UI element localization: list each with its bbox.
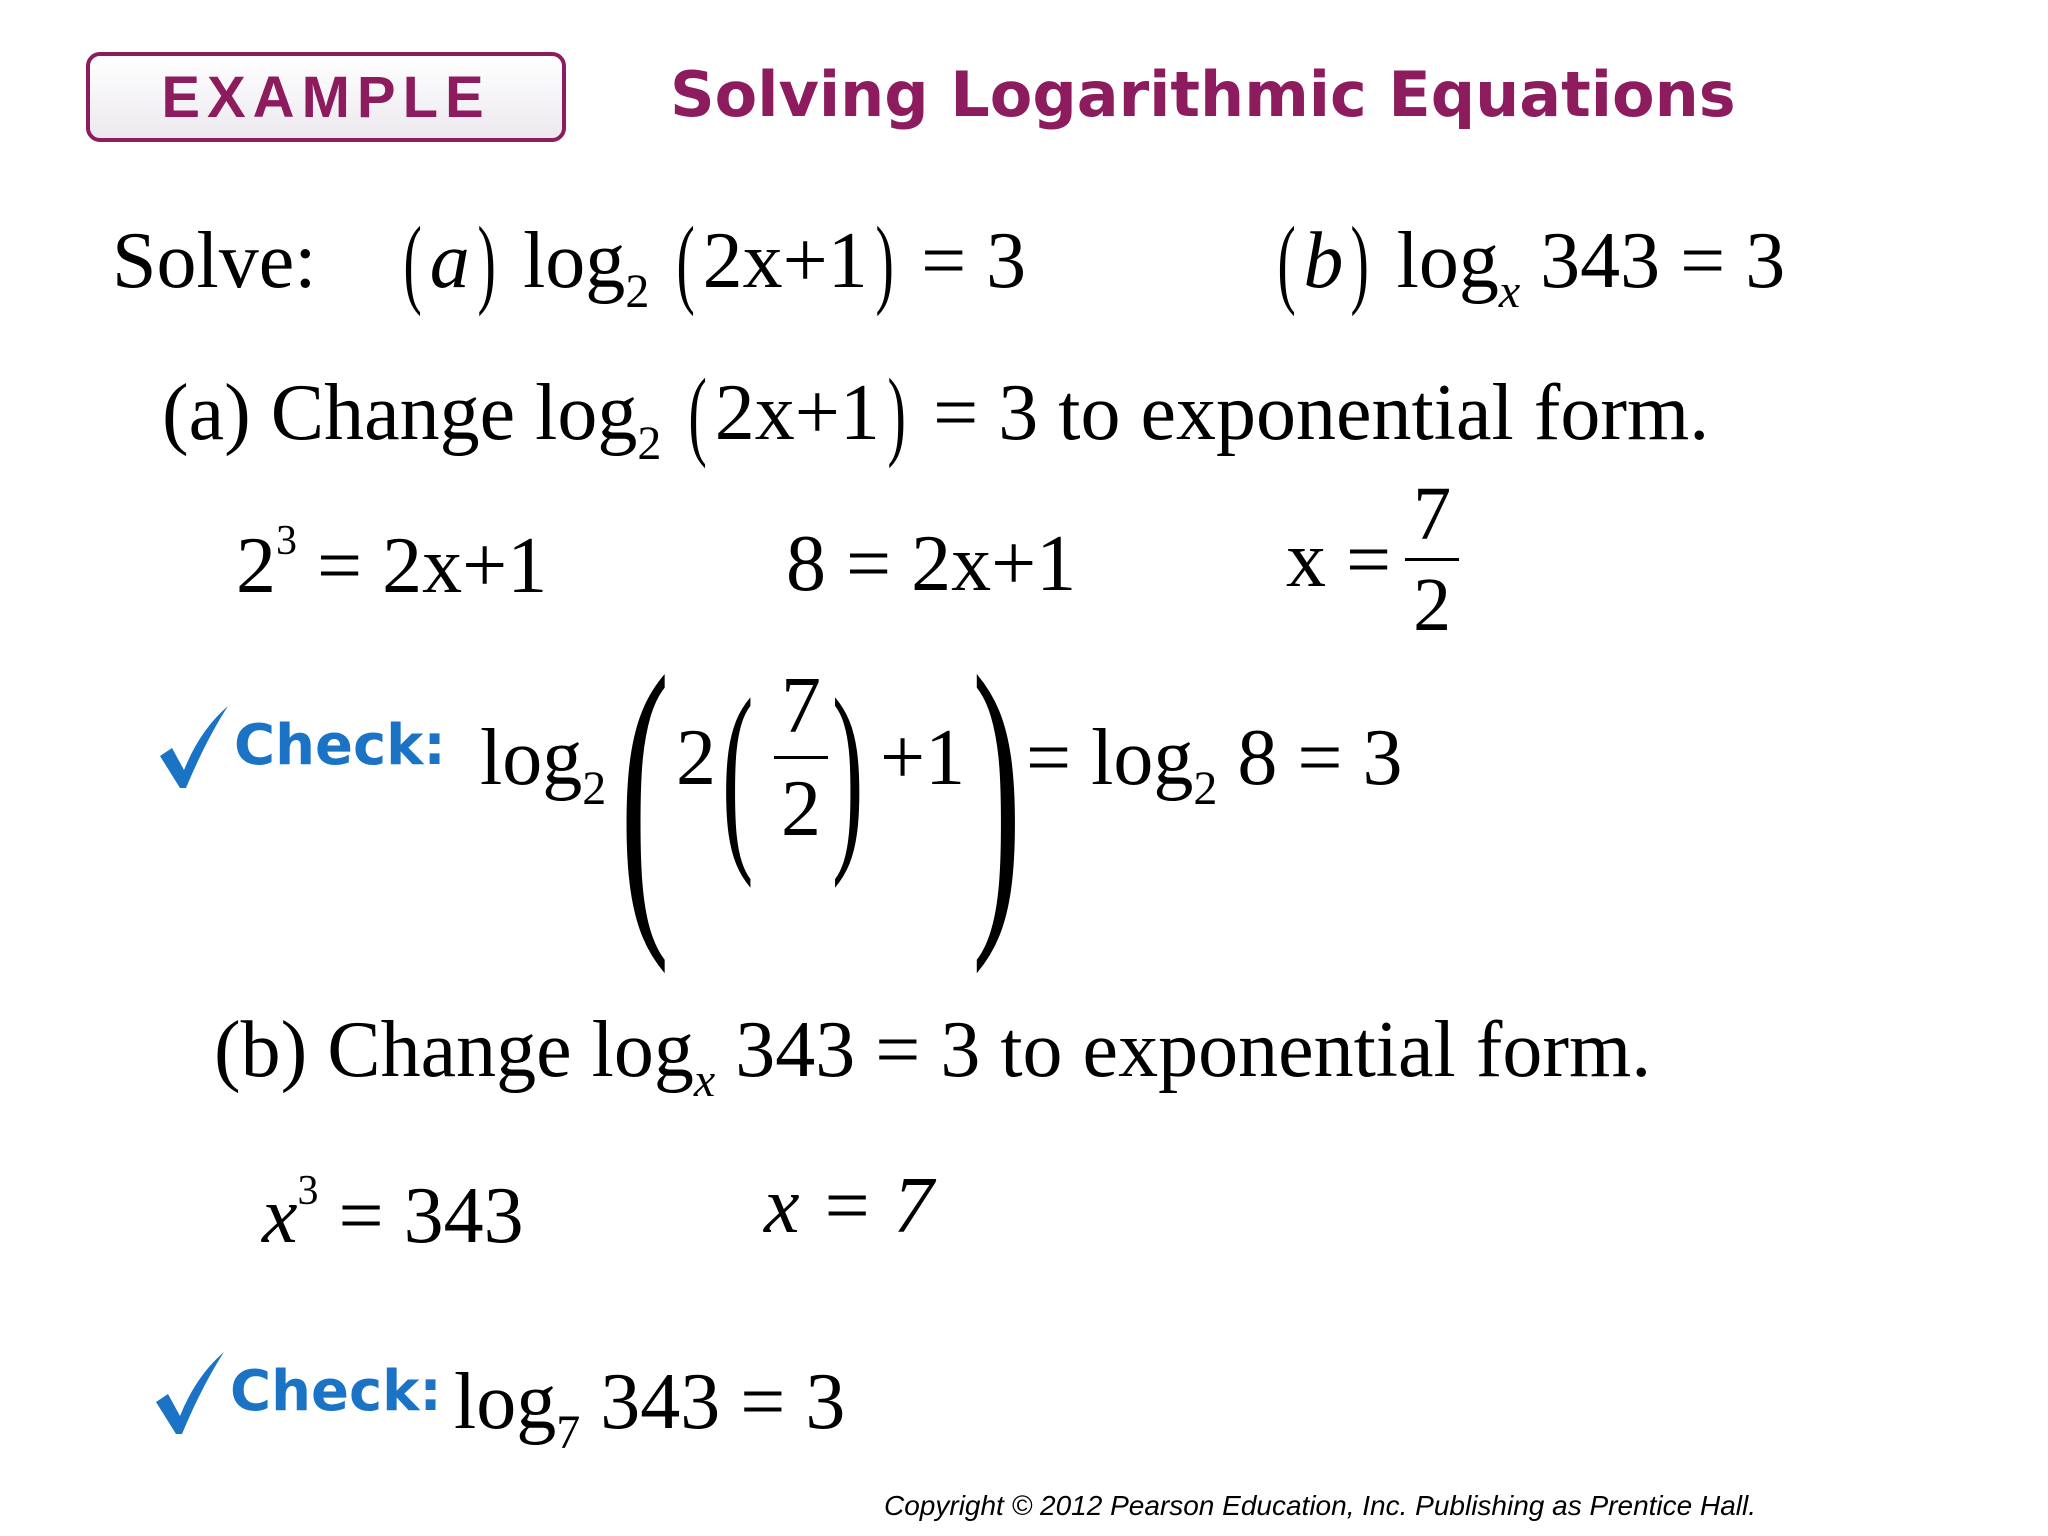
problem-statement: Solve: (a) $\log_2 (2x+1) = 3$ [112, 206, 1027, 318]
part-a-base: 2 [625, 265, 650, 318]
copyright-notice: Copyright © 2012 Pearson Education, Inc. Publishing as Prentice Hall. [884, 1490, 1757, 1521]
part-b-step-1: $x^3 = 343$ [262, 1168, 524, 1260]
solve-label: Solve: [112, 217, 317, 305]
big-left-paren: ( [620, 610, 670, 975]
part-b-base: x [1498, 265, 1521, 318]
example-badge-label: EXAMPLE [161, 64, 491, 130]
part-b-log: log [1396, 217, 1499, 305]
part-a-log: log [523, 217, 626, 305]
problem-part-b: (b) $\log_x 343 = 3$ [1277, 206, 1786, 318]
check-label-b: Check: [152, 1346, 442, 1436]
example-badge [86, 52, 566, 142]
mid-left-paren: ( [722, 657, 754, 889]
part-a-label: a [429, 217, 470, 305]
part-a-instruction: (a) Change $\log_2 (2x+1) = 3$ to exponential form. [162, 358, 1710, 470]
part-a-step-1: $2^3 = 2x+1$ [236, 518, 548, 610]
check-fraction: 7 2 [774, 666, 828, 849]
part-b-rhs: 343 = 3 [1540, 217, 1786, 305]
page-title: Solving Logarithmic Equations [670, 58, 1736, 131]
check-a-two: 2 [676, 714, 716, 802]
part-a-label-text: (a) [162, 369, 251, 457]
mid-right-paren: ) [832, 657, 864, 889]
fraction-seven-halves: $\frac{7}{2}$ [1405, 476, 1459, 643]
part-a-step-3: x = $\frac{7}{2}$ [1286, 476, 1459, 643]
part-b-instruction: (b) Change $\log_x 343 = 3$ to exponential form. [214, 1006, 1652, 1107]
part-b-label: b [1303, 217, 1344, 305]
part-a-step-2: 8 = 2x+1 [786, 520, 1077, 608]
check-label-a: Check: [156, 700, 446, 790]
checkmark-icon [156, 700, 230, 790]
part-a-arg: 2x+1 [702, 217, 868, 305]
check-b-expression: $\log_7 343 = 3$ [454, 1358, 846, 1459]
check-a-rhs: = $\log_2 8 = 3$ [1026, 714, 1403, 815]
checkmark-icon [152, 1346, 226, 1436]
check-a-plus-one: +1 [880, 714, 966, 802]
part-b-step-2: x = 7 [764, 1162, 934, 1250]
check-a-log: $\log_2$ [480, 714, 607, 815]
part-a-rhs: = 3 [921, 217, 1027, 305]
big-right-paren: ) [972, 610, 1022, 975]
